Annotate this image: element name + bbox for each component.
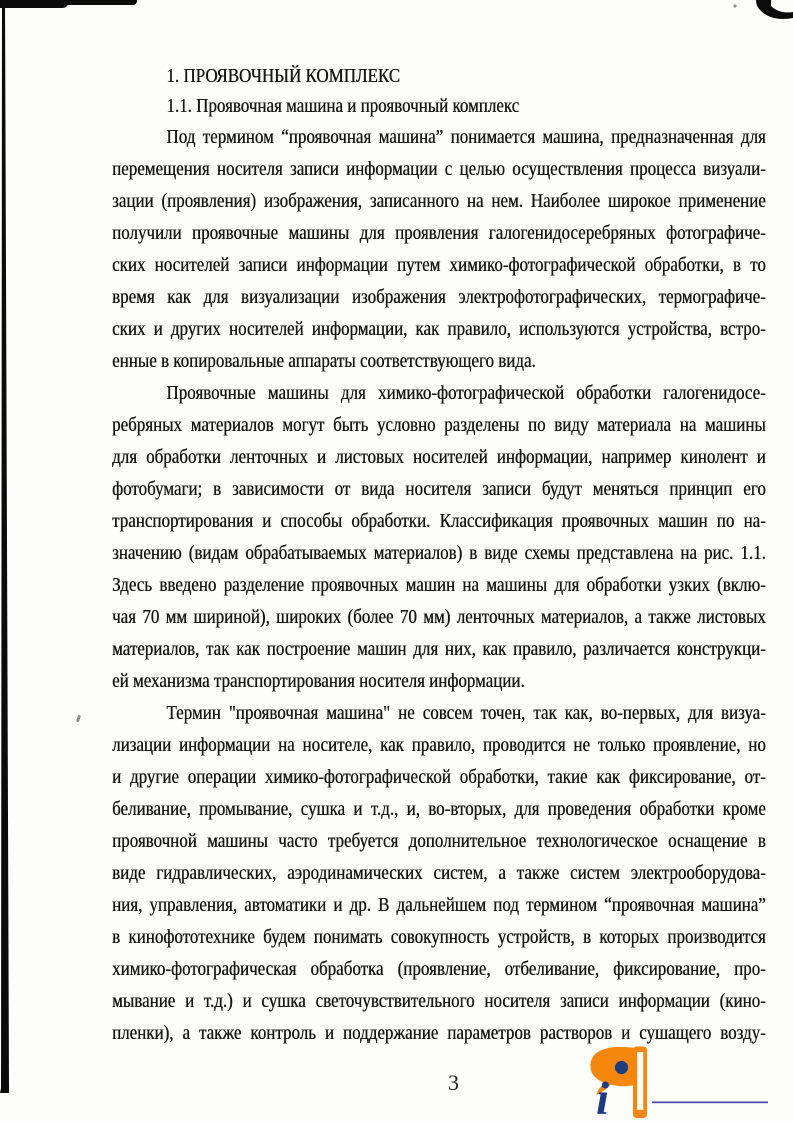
text-line: материалов, так как построение машин для них, как правило, различается конструкци-: [112, 638, 766, 660]
chapter-heading: 1. ПРОЯВОЧНЫЙ КОМПЛЕКС: [166, 65, 401, 87]
text-line: Здесь введено разделение проявочных машин на машины для обработки узких (вклю-: [112, 574, 766, 596]
logo-underline: [652, 1102, 768, 1104]
text-line: пленки), а также контроль и поддержание параметров растворов и сушащего возду-: [112, 1022, 766, 1044]
scan-artifact-page-corner-curl: [725, 0, 793, 24]
text-line: ния, управления, автоматики и др. В дальнейшем под термином “проявочная машина”: [112, 894, 766, 916]
library-logo: [588, 1044, 770, 1121]
text-line: ских носителей записи информации путем химико-фотографической обработки, в то: [112, 254, 766, 276]
text-line: ских и других носителей информации, как правило, используются устройства, встро-: [112, 318, 766, 340]
text-line: Под термином “проявочная машина” понимается машина, предназначенная для: [166, 126, 766, 148]
logo-letter-i: i: [596, 1073, 610, 1121]
text-line: ребряных материалов могут быть условно разделены по виду материала на машины: [112, 414, 766, 436]
text-line: транспортирования и способы обработки. Классификация проявочных машин по на-: [112, 510, 766, 532]
scan-speck: [76, 715, 81, 723]
text-line: в кинофототехнике будем понимать совокупность устройств, в которых производится: [112, 926, 766, 948]
text-line: беливание, промывание, сушка и т.д., и, во-вторых, для проведения обработки кроме: [112, 798, 766, 820]
logo-navy-dot: [615, 1061, 628, 1074]
text-column: [112, 61, 766, 1049]
text-line: фотобумаги; в зависимости от вида носителя записи будут меняться принцип его: [112, 478, 766, 500]
text-line: получили проявочные машины для проявления галогенидосеребряных фотографиче-: [112, 222, 766, 244]
text-line: лизации информации на носителе, как правило, проводится не только проявление, но: [112, 734, 766, 756]
text-line: химико-фотографическая обработка (проявление, отбеливание, фиксирование, про-: [112, 958, 766, 980]
text-line: ей механизма транспортирования носителя информации.: [112, 670, 525, 692]
text-line: мывание и т.д.) и сушка светочувствительного носителя записи информации (кино-: [112, 990, 766, 1012]
text-line: проявочной машины часто требуется дополнительное технологическое оснащение в: [112, 830, 766, 852]
section-subheading: 1.1. Проявочная машина и проявочный комплекс: [166, 95, 520, 117]
text-line: виде гидравлических, аэродинамических систем, а также систем электрооборудова-: [112, 862, 766, 884]
text-line: чая 70 мм шириной), широких (более 70 мм) ленточных материалов, а также листовых: [112, 606, 766, 628]
text-line: Проявочные машины для химико-фотографической обработки галогенидосе-: [166, 382, 766, 404]
scan-artifact-top-left-bump: [0, 0, 68, 8]
text-line: для обработки ленточных и листовых носителей информации, например кинолент и: [112, 446, 766, 468]
text-line: значению (видам обрабатываемых материалов) в виде схемы представлена на рис. 1.1.: [112, 542, 766, 564]
text-line: Термин "проявочная машина" не совсем точен, так как, во-первых, для визуа-: [166, 702, 766, 724]
logo-bar-slot: [637, 1052, 643, 1110]
text-line: перемещения носителя записи информации с целью осуществления процесса визуали-: [112, 158, 766, 180]
text-line: и другие операции химико-фотографической обработки, такие как фиксирование, от-: [112, 766, 766, 788]
body-text: [112, 121, 766, 1049]
text-line: время как для визуализации изображения электрофотографических, термографиче-: [112, 286, 766, 308]
text-line: енные в копировальные аппараты соответствующего вида.: [112, 350, 536, 372]
scan-artifact-left-edge-line: [0, 0, 10, 1094]
text-line: зации (проявления) изображения, записанного на нем. Наиболее широкое применение: [112, 190, 766, 212]
page-number: 3: [448, 1070, 459, 1095]
